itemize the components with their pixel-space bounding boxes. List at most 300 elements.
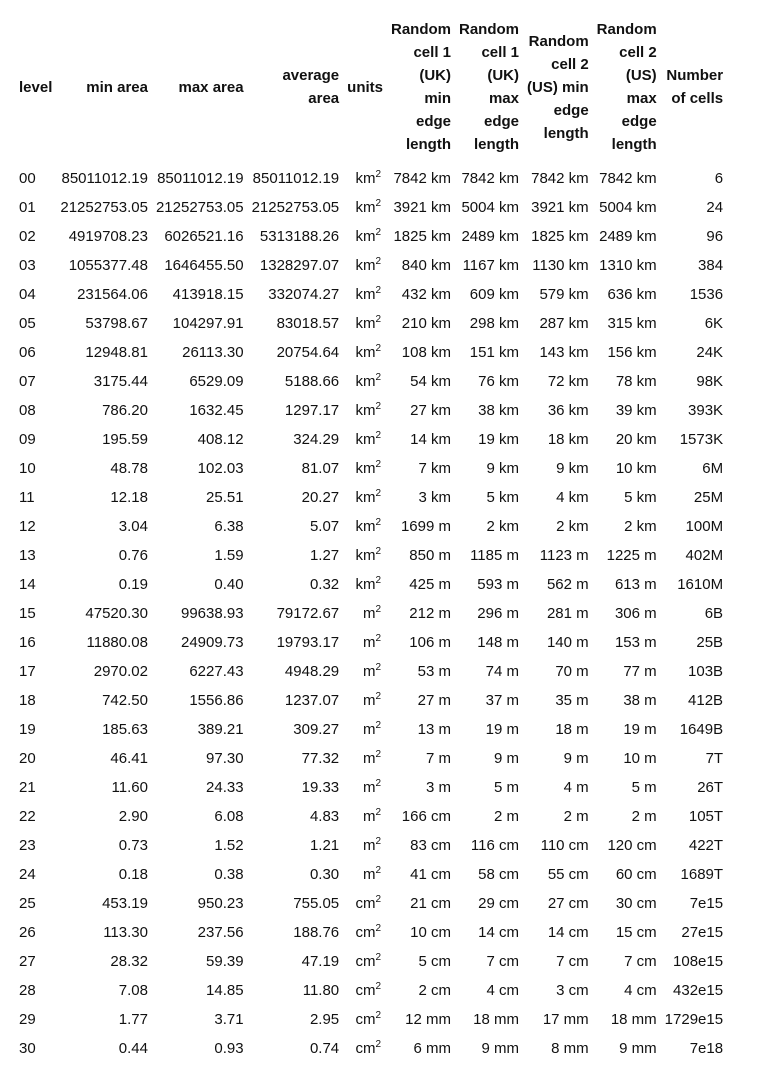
level-cell: 24 [19, 866, 36, 883]
level-cell: 07 [19, 373, 36, 390]
cell2-us-min-edge-cell: 18 m [555, 721, 589, 738]
cell2-us-max-edge-cell: 306 m [614, 605, 657, 622]
max-area-cell: 59.39 [206, 953, 244, 970]
cell1-uk-min-edge-cell: 108 km [401, 344, 451, 361]
table-row [15, 831, 727, 860]
cell1-uk-min-edge-cell: 3921 km [393, 199, 451, 216]
level-cell: 01 [19, 199, 36, 216]
cell1-uk-min-edge-cell: 210 km [401, 315, 451, 332]
min-area-cell: 231564.06 [77, 286, 148, 303]
cell1-uk-max-edge-cell: 2489 km [461, 228, 519, 245]
cell1-uk-max-edge-cell: 18 mm [473, 1011, 519, 1028]
number-of-cells-cell: 6K [704, 315, 724, 332]
max-area-cell: 14.85 [206, 982, 244, 999]
header-level: level [19, 78, 53, 96]
table-row [15, 599, 727, 628]
table-row [15, 570, 727, 599]
units-cell [343, 802, 387, 831]
unit-base: m [362, 808, 376, 825]
cell2-us-max-edge-cell: 156 km [607, 344, 657, 361]
average-area-cell: 0.32 [309, 576, 340, 593]
cell2-us-max-edge-cell: 1225 m [606, 547, 657, 564]
level-cell: 15 [19, 605, 36, 622]
average-area-cell: 1.21 [309, 837, 340, 854]
unit-exponent: 2 [375, 1039, 381, 1050]
units-cell [343, 454, 387, 483]
number-of-cells-cell: 6M [702, 460, 724, 477]
max-area-cell: 0.40 [214, 576, 244, 593]
number-of-cells-cell: 24 [706, 199, 724, 216]
cell2-us-max-edge-cell: 60 cm [615, 866, 657, 883]
cell2-us-min-edge-cell: 36 km [547, 402, 589, 419]
min-area-cell: 7.08 [118, 982, 148, 999]
cell1-uk-min-edge-cell: 840 km [401, 257, 451, 274]
cell1-uk-max-edge-cell: 116 cm [470, 837, 519, 854]
units-cell [343, 976, 387, 1005]
number-of-cells-cell: 402M [685, 547, 724, 564]
table-body [15, 164, 727, 1063]
unit-exponent: 2 [375, 488, 381, 499]
average-area-cell: 4948.29 [284, 663, 340, 680]
cell1-uk-max-edge-cell: 19 m [485, 721, 519, 738]
average-area-cell: 1297.17 [284, 402, 340, 419]
cell1-uk-min-edge-cell: 14 km [410, 431, 451, 448]
level-cell: 20 [19, 750, 36, 767]
cell2-us-max-edge-cell: 7842 km [599, 170, 657, 187]
cell2-us-min-edge-cell: 140 m [546, 634, 589, 651]
unit-exponent: 2 [375, 778, 381, 789]
cell1-uk-max-edge-cell: 2 m [493, 808, 519, 825]
unit-exponent: 2 [375, 198, 381, 209]
level-cell: 06 [19, 344, 36, 361]
cell1-uk-max-edge-cell: 58 cm [478, 866, 519, 883]
min-area-cell: 47520.30 [85, 605, 148, 622]
header-max-area: max area [178, 78, 244, 96]
number-of-cells-cell: 1729e15 [664, 1011, 724, 1028]
unit-exponent: 2 [375, 836, 381, 847]
number-of-cells-cell: 432e15 [673, 982, 724, 999]
unit-exponent: 2 [375, 633, 381, 644]
min-area-cell: 11880.08 [86, 634, 148, 651]
unit-base: m [362, 634, 376, 651]
cell2-us-max-edge-cell: 10 km [615, 460, 657, 477]
unit-exponent: 2 [375, 952, 381, 963]
max-area-cell: 237.56 [197, 924, 244, 941]
number-of-cells-cell: 98K [696, 373, 724, 390]
table-row [15, 918, 727, 947]
header-average-area: average area [282, 67, 340, 107]
unit-exponent: 2 [375, 256, 381, 267]
number-of-cells-cell: 7e18 [689, 1040, 724, 1057]
cell1-uk-min-edge-cell: 850 m [409, 547, 451, 564]
cell2-us-min-edge-cell: 2 m [563, 808, 589, 825]
cell1-uk-min-edge-cell: 7 km [418, 460, 451, 477]
cell1-uk-max-edge-cell: 9 mm [481, 1040, 519, 1057]
unit-base: km [355, 257, 376, 274]
level-cell: 22 [19, 808, 36, 825]
unit-base: m [362, 605, 376, 622]
average-area-cell: 11.80 [302, 982, 340, 999]
level-cell: 27 [19, 953, 36, 970]
unit-exponent: 2 [375, 227, 381, 238]
units-cell [343, 396, 387, 425]
min-area-cell: 0.73 [118, 837, 148, 854]
level-cell: 12 [19, 518, 36, 535]
cell2-us-max-edge-cell: 9 mm [619, 1040, 657, 1057]
cell2-us-max-edge-cell: 315 km [607, 315, 657, 332]
units-cell [343, 367, 387, 396]
unit-exponent: 2 [375, 372, 381, 383]
number-of-cells-cell: 7T [705, 750, 724, 767]
cell1-uk-min-edge-cell: 166 cm [401, 808, 451, 825]
units-cell [343, 222, 387, 251]
unit-base: km [355, 489, 376, 506]
cell1-uk-max-edge-cell: 14 cm [478, 924, 519, 941]
cell1-uk-max-edge-cell: 298 km [469, 315, 519, 332]
min-area-cell: 53798.67 [85, 315, 148, 332]
level-cell: 11 [19, 489, 35, 506]
unit-exponent: 2 [375, 401, 381, 412]
min-area-cell: 0.76 [118, 547, 148, 564]
max-area-cell: 413918.15 [172, 286, 244, 303]
min-area-cell: 4919708.23 [68, 228, 148, 245]
cell1-uk-max-edge-cell: 1167 km [462, 257, 519, 274]
unit-exponent: 2 [375, 575, 381, 586]
average-area-cell: 1237.07 [284, 692, 340, 709]
header-row [15, 16, 727, 164]
unit-base: km [355, 228, 376, 245]
min-area-cell: 786.20 [102, 402, 148, 419]
cell2-us-min-edge-cell: 9 m [563, 750, 589, 767]
average-area-cell: 81.07 [301, 460, 340, 477]
cell2-us-max-edge-cell: 5 m [631, 779, 657, 796]
average-area-cell: 1.27 [309, 547, 340, 564]
cell1-uk-min-edge-cell: 6 mm [413, 1040, 451, 1057]
number-of-cells-cell: 100M [685, 518, 724, 535]
level-cell: 09 [19, 431, 36, 448]
max-area-cell: 1556.86 [189, 692, 244, 709]
unit-exponent: 2 [375, 546, 381, 557]
average-area-cell: 85011012.19 [252, 170, 340, 187]
table-row [15, 280, 727, 309]
cell1-uk-min-edge-cell: 425 m [409, 576, 451, 593]
cell2-us-min-edge-cell: 3 cm [556, 982, 589, 999]
number-of-cells-cell: 25M [693, 489, 724, 506]
cell1-uk-min-edge-cell: 5 cm [418, 953, 451, 970]
number-of-cells-cell: 1610M [677, 576, 724, 593]
cell1-uk-max-edge-cell: 7842 km [461, 170, 519, 187]
average-area-cell: 19793.17 [276, 634, 340, 651]
s2-cell-statistics-table [15, 16, 727, 1063]
max-area-cell: 6227.43 [189, 663, 244, 680]
cell1-uk-min-edge-cell: 12 mm [405, 1011, 451, 1028]
units-cell [343, 715, 387, 744]
unit-exponent: 2 [375, 285, 381, 296]
table-row [15, 541, 727, 570]
unit-exponent: 2 [375, 720, 381, 731]
unit-base: km [355, 286, 376, 303]
unit-exponent: 2 [375, 430, 381, 441]
cell2-us-min-edge-cell: 27 cm [547, 895, 589, 912]
min-area-cell: 453.19 [102, 895, 148, 912]
table-row [15, 367, 727, 396]
cell1-uk-min-edge-cell: 27 m [417, 692, 451, 709]
units-cell [343, 570, 387, 599]
units-cell [343, 831, 387, 860]
header-number-of-cells: Number of cells [666, 67, 724, 107]
level-cell: 04 [19, 286, 36, 303]
cell1-uk-min-edge-cell: 7842 km [393, 170, 451, 187]
cell2-us-max-edge-cell: 10 m [623, 750, 657, 767]
number-of-cells-cell: 1536 [689, 286, 724, 303]
average-area-cell: 0.30 [309, 866, 340, 883]
cell1-uk-max-edge-cell: 2 km [486, 518, 519, 535]
max-area-cell: 1.52 [214, 837, 244, 854]
number-of-cells-cell: 25B [696, 634, 724, 651]
cell1-uk-min-edge-cell: 1825 km [393, 228, 451, 245]
cell2-us-min-edge-cell: 4 km [556, 489, 589, 506]
table-row [15, 425, 727, 454]
table-row [15, 164, 727, 193]
level-cell: 23 [19, 837, 36, 854]
unit-base: cm [355, 953, 376, 970]
cell2-us-min-edge-cell: 7842 km [531, 170, 589, 187]
unit-base: cm [355, 1040, 376, 1057]
min-area-cell: 28.32 [110, 953, 148, 970]
table-row [15, 222, 727, 251]
units-cell [343, 483, 387, 512]
average-area-cell: 324.29 [293, 431, 340, 448]
min-area-cell: 85011012.19 [61, 170, 148, 187]
cell1-uk-min-edge-cell: 7 m [425, 750, 451, 767]
units-cell [343, 164, 387, 193]
max-area-cell: 3.71 [214, 1011, 244, 1028]
level-cell: 26 [19, 924, 36, 941]
number-of-cells-cell: 27e15 [681, 924, 724, 941]
max-area-cell: 950.23 [197, 895, 244, 912]
max-area-cell: 389.21 [197, 721, 244, 738]
cell2-us-min-edge-cell: 72 km [547, 373, 589, 390]
cell2-us-max-edge-cell: 77 m [623, 663, 657, 680]
unit-base: km [355, 344, 376, 361]
level-cell: 05 [19, 315, 36, 332]
cell1-uk-max-edge-cell: 4 cm [486, 982, 519, 999]
table-header [15, 16, 727, 164]
unit-exponent: 2 [375, 343, 381, 354]
units-cell [343, 512, 387, 541]
cell1-uk-min-edge-cell: 83 cm [410, 837, 451, 854]
cell1-uk-max-edge-cell: 296 m [477, 605, 519, 622]
table-row [15, 628, 727, 657]
max-area-cell: 24.33 [206, 779, 244, 796]
max-area-cell: 85011012.19 [157, 170, 244, 187]
unit-base: km [355, 170, 376, 187]
unit-exponent: 2 [375, 807, 381, 818]
level-cell: 21 [19, 779, 36, 796]
average-area-cell: 47.19 [301, 953, 340, 970]
table-row [15, 1034, 727, 1063]
unit-base: km [355, 402, 376, 419]
max-area-cell: 97.30 [206, 750, 244, 767]
header-min-area: min area [86, 78, 148, 96]
units-cell [343, 541, 387, 570]
unit-base: m [362, 750, 376, 767]
units-cell [343, 193, 387, 222]
max-area-cell: 102.03 [197, 460, 244, 477]
number-of-cells-cell: 1573K [679, 431, 724, 448]
number-of-cells-cell: 393K [688, 402, 724, 419]
number-of-cells-cell: 103B [688, 663, 724, 680]
unit-base: km [355, 431, 376, 448]
units-cell [343, 686, 387, 715]
cell1-uk-min-edge-cell: 10 cm [410, 924, 451, 941]
min-area-cell: 3.04 [118, 518, 148, 535]
cell1-uk-min-edge-cell: 3 km [418, 489, 451, 506]
header-cell1-uk-max-edge: Random cell 1 (UK) max edge length [459, 21, 519, 153]
unit-exponent: 2 [375, 1010, 381, 1021]
cell2-us-max-edge-cell: 4 cm [624, 982, 657, 999]
average-area-cell: 755.05 [293, 895, 340, 912]
cell1-uk-max-edge-cell: 5004 km [461, 199, 519, 216]
level-cell: 29 [19, 1011, 36, 1028]
unit-exponent: 2 [375, 981, 381, 992]
units-cell [343, 338, 387, 367]
level-cell: 18 [19, 692, 36, 709]
cell2-us-max-edge-cell: 5004 km [599, 199, 657, 216]
header-cell2-us-min-edge: Random cell 2 (US) min edge length [527, 32, 589, 142]
cell2-us-min-edge-cell: 579 km [539, 286, 589, 303]
min-area-cell: 3175.44 [93, 373, 148, 390]
unit-base: km [355, 576, 376, 593]
unit-base: km [355, 547, 376, 564]
unit-exponent: 2 [375, 169, 381, 180]
min-area-cell: 12.18 [110, 489, 148, 506]
cell1-uk-min-edge-cell: 3 m [425, 779, 451, 796]
cell1-uk-max-edge-cell: 9 m [493, 750, 519, 767]
max-area-cell: 1646455.50 [164, 257, 244, 274]
max-area-cell: 99638.93 [180, 605, 244, 622]
average-area-cell: 5313188.26 [259, 228, 340, 245]
unit-exponent: 2 [375, 894, 381, 905]
units-cell [343, 599, 387, 628]
average-area-cell: 77.32 [301, 750, 340, 767]
max-area-cell: 0.38 [214, 866, 244, 883]
cell2-us-min-edge-cell: 9 km [556, 460, 589, 477]
cell1-uk-min-edge-cell: 13 m [417, 721, 451, 738]
units-cell [343, 1005, 387, 1034]
cell2-us-max-edge-cell: 2 m [631, 808, 657, 825]
min-area-cell: 12948.81 [85, 344, 148, 361]
min-area-cell: 46.41 [110, 750, 148, 767]
unit-exponent: 2 [375, 923, 381, 934]
units-cell [343, 657, 387, 686]
level-cell: 30 [19, 1040, 36, 1057]
max-area-cell: 6529.09 [189, 373, 244, 390]
cell2-us-min-edge-cell: 281 m [546, 605, 589, 622]
number-of-cells-cell: 412B [688, 692, 724, 709]
max-area-cell: 6.38 [214, 518, 244, 535]
table-row [15, 396, 727, 425]
min-area-cell: 0.19 [118, 576, 148, 593]
cell2-us-min-edge-cell: 110 cm [540, 837, 589, 854]
unit-base: m [362, 866, 376, 883]
min-area-cell: 11.60 [111, 779, 148, 796]
level-cell: 10 [19, 460, 36, 477]
cell1-uk-max-edge-cell: 5 m [493, 779, 519, 796]
unit-base: m [362, 692, 376, 709]
units-cell [343, 773, 387, 802]
unit-exponent: 2 [375, 459, 381, 470]
cell2-us-min-edge-cell: 1123 m [539, 547, 589, 564]
unit-exponent: 2 [375, 749, 381, 760]
unit-base: km [355, 460, 376, 477]
cell1-uk-min-edge-cell: 41 cm [410, 866, 451, 883]
number-of-cells-cell: 384 [698, 257, 724, 274]
table-row [15, 309, 727, 338]
cell2-us-max-edge-cell: 38 m [623, 692, 657, 709]
cell1-uk-min-edge-cell: 54 km [410, 373, 451, 390]
unit-exponent: 2 [375, 517, 381, 528]
number-of-cells-cell: 6B [704, 605, 724, 622]
level-cell: 02 [19, 228, 36, 245]
cell1-uk-max-edge-cell: 9 km [486, 460, 519, 477]
cell1-uk-min-edge-cell: 1699 m [400, 518, 451, 535]
cell2-us-max-edge-cell: 78 km [615, 373, 657, 390]
average-area-cell: 5188.66 [284, 373, 340, 390]
cell2-us-min-edge-cell: 287 km [539, 315, 589, 332]
number-of-cells-cell: 26T [697, 779, 724, 796]
cell2-us-min-edge-cell: 3921 km [531, 199, 589, 216]
number-of-cells-cell: 7e15 [689, 895, 724, 912]
units-cell [343, 889, 387, 918]
level-cell: 19 [19, 721, 36, 738]
unit-base: km [355, 518, 376, 535]
level-cell: 08 [19, 402, 36, 419]
units-cell [343, 425, 387, 454]
number-of-cells-cell: 108e15 [673, 953, 724, 970]
min-area-cell: 1055377.48 [68, 257, 148, 274]
number-of-cells-cell: 422T [688, 837, 724, 854]
average-area-cell: 332074.27 [268, 286, 340, 303]
unit-base: cm [355, 895, 376, 912]
cell1-uk-min-edge-cell: 2 cm [418, 982, 451, 999]
cell2-us-max-edge-cell: 1310 km [599, 257, 657, 274]
number-of-cells-cell: 96 [706, 228, 724, 245]
table-row [15, 715, 727, 744]
table-row [15, 454, 727, 483]
table-row [15, 976, 727, 1005]
table-row [15, 338, 727, 367]
min-area-cell: 742.50 [102, 692, 148, 709]
cell2-us-max-edge-cell: 18 mm [610, 1011, 657, 1028]
table-row [15, 686, 727, 715]
unit-base: km [355, 373, 376, 390]
cell2-us-min-edge-cell: 2 km [556, 518, 589, 535]
table-row [15, 193, 727, 222]
min-area-cell: 1.77 [118, 1011, 148, 1028]
average-area-cell: 5.07 [309, 518, 340, 535]
level-cell: 14 [19, 576, 36, 593]
average-area-cell: 20.27 [301, 489, 340, 506]
unit-base: m [362, 779, 376, 796]
units-cell [343, 309, 387, 338]
table-row [15, 860, 727, 889]
unit-base: cm [355, 924, 376, 941]
level-cell: 03 [19, 257, 36, 274]
cell2-us-min-edge-cell: 4 m [563, 779, 589, 796]
level-cell: 00 [19, 170, 36, 187]
average-area-cell: 188.76 [293, 924, 340, 941]
